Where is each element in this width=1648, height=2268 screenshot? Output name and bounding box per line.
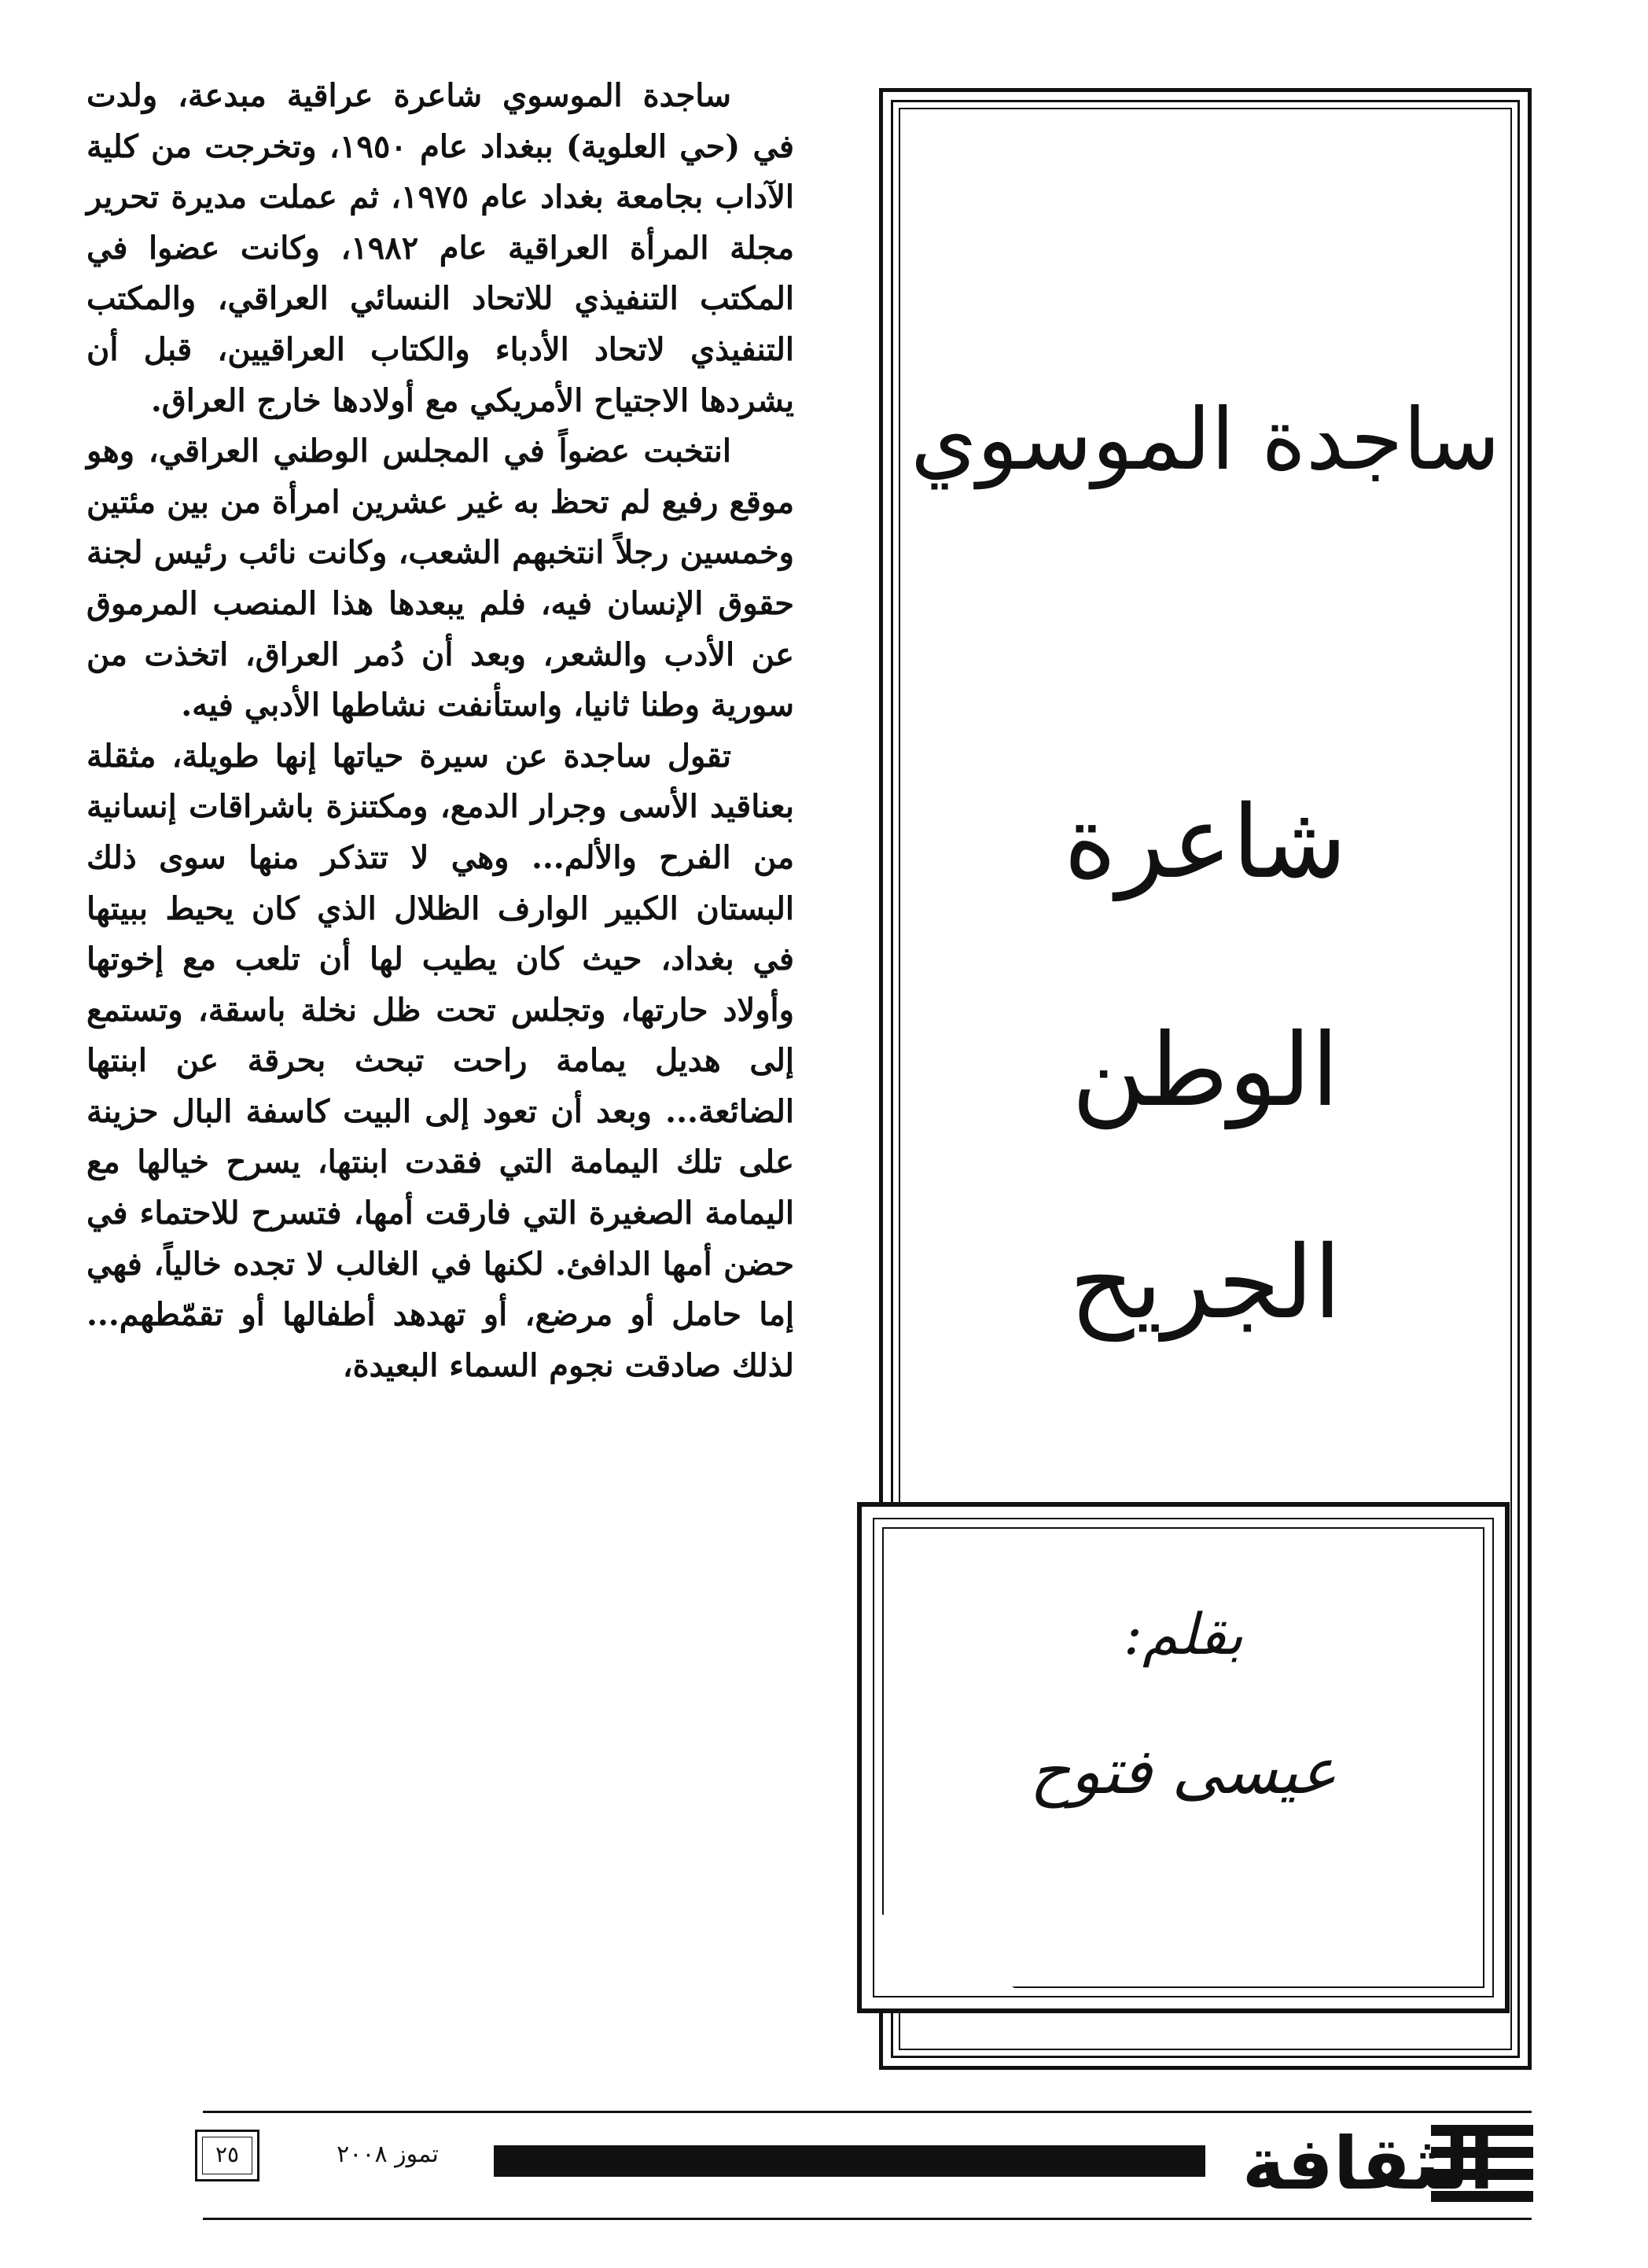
issue-date: تموز ٢٠٠٨ [337,2141,439,2168]
page-number: ٢٥ [215,2141,240,2167]
footer-black-band [494,2145,1205,2177]
article-subtitle-line-3: الجريح [1069,1224,1342,1342]
author-name: عيسى فتوح [1029,1735,1337,1808]
article-subtitle-line-2: الوطن [1072,1012,1339,1129]
article-title: ساجدة الموسوي [910,391,1500,489]
article-paragraph-1: ساجدة الموسوي شاعرة عراقية مبدعة، ولدت في (حي العلوية) ببغداد عام ١٩٥٠، وتخرجت من كلية الآداب بجامعة بغداد عام ١٩٧٥، ثم عملت مديرة تحرير مجلة المرأة العراقية عام ١٩٨٢، وكانت عضوا في المكتب التنفيذي للاتحاد النسائي العراقي، والمكتب التنفيذي لاتحاد الأدباء والكتاب العراقيين، قبل أن يشردها الاجتياح الأمريكي مع أولادها خارج العراق. [86,77,794,419]
magazine-logo: الثقافة [1242,2122,1495,2206]
author-byline-box [857,1502,1510,2013]
article-paragraph-3: تقول ساجدة عن سيرة حياتها إنها طويلة، مثقلة بعناقيد الأسى وجرار الدمع، ومكتنزة باشراقات إنسانية من الفرح والألم... وهي لا تتذكر منها سوى ذلك البستان الكبير الوارف الظلال الذي كان يحيط ببيتها في بغداد، حيث كان يطيب لها أن تلعب مع إخوتها وأولاد حارتها، وتجلس تحت ظل نخلة باسقة، وتستمع إلى هديل يمامة راحت تبحث بحرقة عن ابنتها الضائعة... وبعد أن تعود إلى البيت كاسفة البال حزينة على تلك اليمامة التي فقدت ابنتها، يسرح خيالها مع اليمامة الصغيرة التي فارقت أمها، فتسرح للاحتماء في حضن أمها الدافئ. لكنها في الغالب لا تجده خالياً، فهي إما حامل أو مرضع، أو تهدهد أطفالها أو تقمّطهم... لذلك صادقت نجوم السماء البعيدة، [86,737,794,1384]
article-subtitle-line-1: شاعرة [1063,784,1348,901]
page-number-box [195,2130,259,2181]
article-body [86,71,794,1391]
article-paragraph-2: انتخبت عضواً في المجلس الوطني العراقي، وهو موقع رفيع لم تحظ به غير عشرين امرأة من بين مئتين وخمسين رجلاً انتخبهم الشعب، وكانت نائب رئيس لجنة حقوق الإنسان فيه، فلم يبعدها هذا المنصب المرموق عن الأدب والشعر، وبعد أن دُمر العراق، اتخذت من سورية وطنا ثانيا، واستأنفت نشاطها الأدبي فيه. [86,433,794,724]
byline-label: بقلم: [1123,1601,1244,1667]
